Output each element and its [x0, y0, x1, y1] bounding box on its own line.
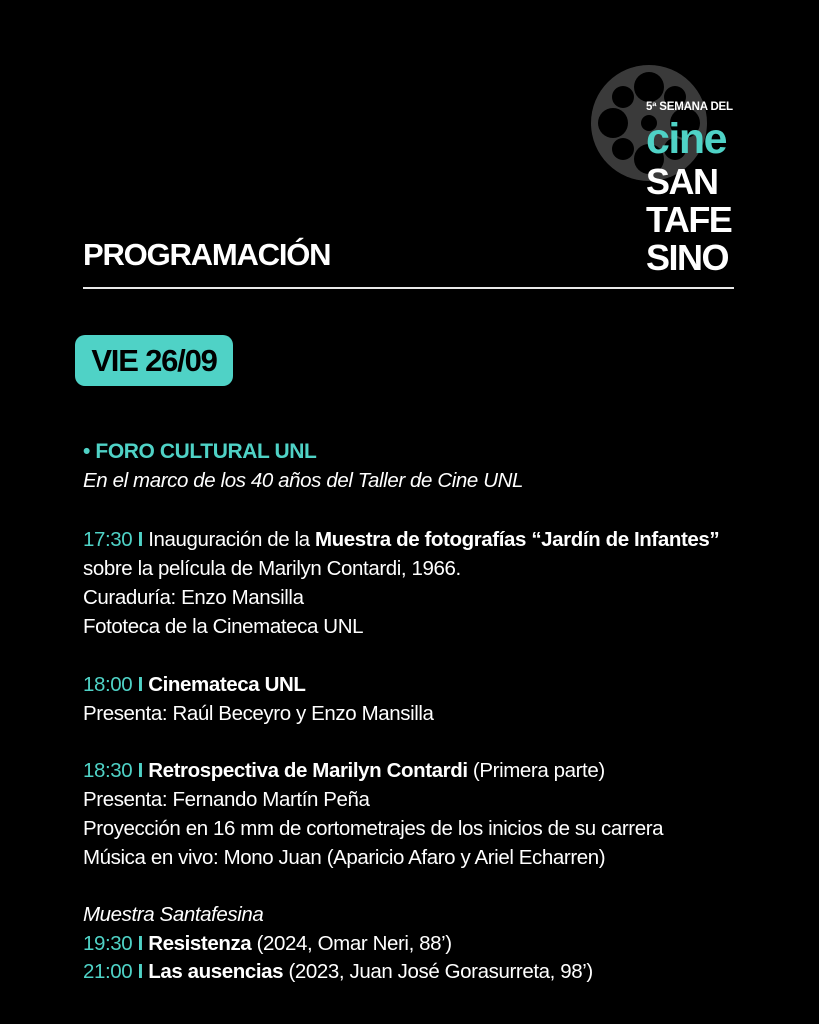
event-detail: Proyección en 16 mm de cortometrajes de los inicios de su carrera [83, 817, 664, 840]
event-17-30 [83, 527, 719, 553]
event-title: Muestra de fotografías “Jardín de Infantes” [314, 528, 720, 551]
event-title: Retrospectiva de Marilyn Contardi [148, 759, 468, 782]
event-detail: Curaduría: Enzo Mansilla [83, 586, 304, 609]
date-badge: VIE 26/09 [75, 335, 233, 386]
event-title: Cinemateca UNL [148, 673, 306, 696]
logo-sino: SINO [646, 237, 729, 278]
section-title: Muestra Santafesina [83, 903, 264, 926]
logo-edition: 5ª SEMANA DEL [646, 101, 733, 113]
venue-subtitle: En el marco de los 40 años del Taller de Cine UNL [83, 469, 524, 492]
event-18-00 [83, 672, 306, 698]
logo-tafe: TAFE [646, 199, 732, 240]
page-title: PROGRAMACIÓN [83, 237, 331, 272]
logo-cine: cine [646, 115, 727, 163]
event-note: (2024, Omar Neri, 88’) [251, 932, 452, 955]
divider [83, 287, 734, 289]
event-time: 21:00 [83, 960, 133, 983]
event-title: Las ausencias [148, 960, 284, 983]
event-18-30 [83, 758, 605, 784]
time-separator: I [132, 932, 149, 955]
event-detail: sobre la película de Marilyn Contardi, 1966. [83, 557, 461, 580]
event-intro: Inauguración de la [148, 528, 315, 551]
event-21-00 [83, 959, 593, 985]
event-time: 18:00 [83, 673, 133, 696]
time-separator: I [132, 528, 149, 551]
event-detail: Presenta: Raúl Beceyro y Enzo Mansilla [83, 702, 434, 725]
time-separator: I [132, 960, 149, 983]
festival-logo [590, 64, 740, 279]
event-title: Resistenza [148, 932, 252, 955]
event-time: 17:30 [83, 528, 133, 551]
event-note: (Primera parte) [467, 759, 605, 782]
logo-san: SAN [646, 161, 718, 202]
event-time: 18:30 [83, 759, 133, 782]
time-separator: I [132, 759, 149, 782]
time-separator: I [132, 673, 149, 696]
event-time: 19:30 [83, 932, 133, 955]
event-detail: Presenta: Fernando Martín Peña [83, 788, 370, 811]
event-19-30 [83, 931, 452, 957]
event-detail: Fototeca de la Cinemateca UNL [83, 615, 364, 638]
event-detail: Música en vivo: Mono Juan (Aparicio Afaro y Ariel Echarren) [83, 846, 606, 869]
venue-name: • FORO CULTURAL UNL [83, 440, 317, 463]
event-note: (2023, Juan José Gorasurreta, 98’) [283, 960, 593, 983]
